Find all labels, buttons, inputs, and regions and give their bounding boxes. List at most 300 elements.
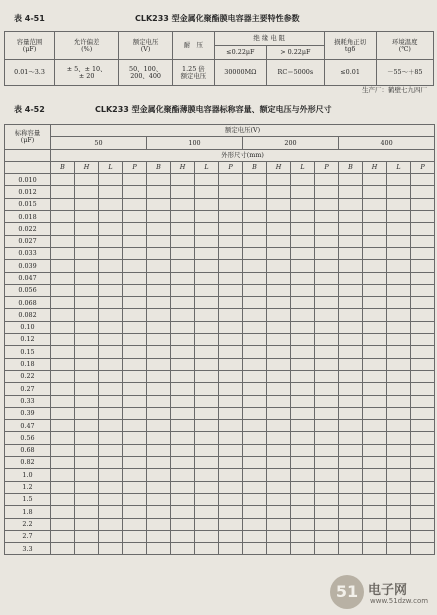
dimension-cell	[99, 297, 123, 309]
dimension-cell	[219, 395, 243, 407]
dimension-cell	[219, 432, 243, 444]
table-row	[5, 260, 435, 272]
dimension-cell	[387, 469, 411, 481]
dimension-cell	[267, 518, 291, 530]
dimension-cell	[339, 420, 363, 432]
table-row	[5, 174, 435, 186]
dimension-cell	[243, 530, 267, 542]
dimension-cell	[315, 198, 339, 210]
dimension-cell	[51, 235, 75, 247]
dimension-cell	[99, 358, 123, 370]
dimension-cell	[267, 346, 291, 358]
table-row	[5, 506, 435, 518]
dimension-cell	[315, 272, 339, 284]
dimension-cell	[387, 223, 411, 235]
dimension-cell	[195, 395, 219, 407]
dimension-cell	[339, 186, 363, 198]
table-row	[5, 530, 435, 542]
voltage-400: 400	[339, 137, 435, 149]
dimension-cell	[339, 346, 363, 358]
capacitance-cell: 2.7	[5, 530, 51, 542]
value-ambient-temperature: －55～＋85	[376, 60, 433, 86]
dimension-cell	[267, 506, 291, 518]
dimension-cell	[123, 174, 147, 186]
dimension-cell	[243, 407, 267, 419]
dimension-cell	[267, 420, 291, 432]
column-header: B	[51, 161, 75, 173]
dimension-cell	[411, 321, 435, 333]
dimension-cell	[387, 346, 411, 358]
dimension-cell	[267, 457, 291, 469]
dimension-cell	[387, 457, 411, 469]
column-header: H	[363, 161, 387, 173]
dimension-cell	[51, 284, 75, 296]
voltage-50: 50	[51, 137, 147, 149]
dimension-cell	[51, 543, 75, 555]
dimension-cell	[291, 370, 315, 382]
dimension-cell	[267, 334, 291, 346]
dimension-cell	[387, 530, 411, 542]
dimension-cell	[339, 235, 363, 247]
dimension-cell	[411, 223, 435, 235]
dimension-cell	[339, 358, 363, 370]
dimension-cell	[123, 530, 147, 542]
dimension-cell	[267, 321, 291, 333]
table-row	[5, 407, 435, 419]
dimension-cell	[411, 186, 435, 198]
dimension-cell	[387, 247, 411, 259]
header-ir-small: ≤0.22μF	[214, 46, 266, 60]
dimension-cell	[195, 211, 219, 223]
capacitance-cell: 0.33	[5, 395, 51, 407]
dimension-cell	[147, 297, 171, 309]
dimension-cell	[123, 395, 147, 407]
dimension-cell	[267, 358, 291, 370]
dimension-cell	[171, 420, 195, 432]
dimension-cell	[123, 198, 147, 210]
dimension-cell	[195, 334, 219, 346]
column-header: P	[315, 161, 339, 173]
dimension-cell	[267, 198, 291, 210]
dimension-cell	[171, 457, 195, 469]
dimension-cell	[75, 272, 99, 284]
dimension-cell	[363, 407, 387, 419]
dimension-cell	[243, 309, 267, 321]
dimension-cell	[291, 543, 315, 555]
dimension-cell	[243, 543, 267, 555]
dimension-cell	[147, 334, 171, 346]
dimension-cell	[411, 530, 435, 542]
dimension-cell	[147, 481, 171, 493]
dimensions-table	[4, 124, 435, 555]
dimension-cell	[291, 297, 315, 309]
dimension-cell	[315, 284, 339, 296]
dimension-cell	[147, 309, 171, 321]
table-row	[5, 543, 435, 555]
dimension-cell	[147, 370, 171, 382]
dimension-cell	[75, 432, 99, 444]
dimension-cell	[315, 321, 339, 333]
dimension-cell	[387, 420, 411, 432]
dimension-cell	[99, 469, 123, 481]
dimension-cell	[99, 198, 123, 210]
capacitance-cell: 0.068	[5, 297, 51, 309]
dimension-cell	[315, 506, 339, 518]
dimension-cell	[267, 407, 291, 419]
column-header: L	[99, 161, 123, 173]
dimension-cell	[411, 247, 435, 259]
voltage-200: 200	[243, 137, 339, 149]
dimension-cell	[339, 334, 363, 346]
dimension-cell	[171, 469, 195, 481]
dimension-cell	[339, 260, 363, 272]
value-ir-large: RC＝5000s	[267, 60, 325, 86]
dimension-cell	[195, 235, 219, 247]
dimension-cell	[75, 383, 99, 395]
dimension-cell	[75, 211, 99, 223]
dimension-cell	[147, 444, 171, 456]
dimension-cell	[267, 432, 291, 444]
dimension-cell	[51, 223, 75, 235]
dimension-cell	[51, 309, 75, 321]
dimension-cell	[339, 383, 363, 395]
dimension-cell	[75, 530, 99, 542]
capacitance-cell: 0.082	[5, 309, 51, 321]
dimension-cell	[51, 211, 75, 223]
dimension-cell	[147, 383, 171, 395]
dimension-cell	[99, 370, 123, 382]
dimension-cell	[195, 223, 219, 235]
dimension-cell	[387, 481, 411, 493]
dimension-cell	[243, 358, 267, 370]
dimension-cell	[411, 334, 435, 346]
column-header: L	[387, 161, 411, 173]
dimension-cell	[315, 407, 339, 419]
dimension-cell	[51, 321, 75, 333]
capacitance-cell: 0.033	[5, 247, 51, 259]
table1-title: CLK233 型金属化聚酯膜电容器主要特性参数	[135, 14, 300, 23]
dimension-cell	[219, 260, 243, 272]
dimension-cell	[291, 211, 315, 223]
dimension-cell	[219, 518, 243, 530]
dimension-cell	[339, 174, 363, 186]
dimension-cell	[315, 247, 339, 259]
table-row	[5, 321, 435, 333]
dimension-cell	[363, 334, 387, 346]
dimension-cell	[291, 321, 315, 333]
dimension-cell	[99, 395, 123, 407]
dimension-cell	[411, 272, 435, 284]
dimension-cell	[195, 309, 219, 321]
dimension-cell	[99, 272, 123, 284]
dimension-cell	[147, 420, 171, 432]
dimension-cell	[267, 186, 291, 198]
dimension-cell	[171, 506, 195, 518]
nominal-blank	[5, 161, 51, 173]
logo-name: 电子网	[368, 583, 408, 598]
capacitance-cell: 0.010	[5, 174, 51, 186]
table-row	[5, 358, 435, 370]
dimension-cell	[339, 211, 363, 223]
table-row	[5, 420, 435, 432]
dimension-cell	[123, 469, 147, 481]
dimension-cell	[339, 493, 363, 505]
dimension-cell	[171, 432, 195, 444]
dimension-cell	[99, 334, 123, 346]
dimension-cell	[171, 481, 195, 493]
dimension-cell	[363, 469, 387, 481]
dimension-cell	[195, 530, 219, 542]
dimension-cell	[219, 457, 243, 469]
capacitance-cell: 0.56	[5, 432, 51, 444]
dimension-cell	[267, 284, 291, 296]
dimension-cell	[339, 518, 363, 530]
table2-label: 表 4-52	[14, 105, 45, 114]
dimension-cell	[387, 543, 411, 555]
dimension-cell	[387, 174, 411, 186]
capacitance-cell: 1.0	[5, 469, 51, 481]
dimension-cell	[195, 358, 219, 370]
header-rated-voltage: 额定电压(V)	[51, 125, 435, 137]
column-header: H	[267, 161, 291, 173]
dimension-cell	[171, 186, 195, 198]
table-row	[5, 247, 435, 259]
dimension-cell	[51, 506, 75, 518]
dimension-cell	[243, 420, 267, 432]
dimension-cell	[243, 506, 267, 518]
dimension-cell	[219, 444, 243, 456]
dimension-cell	[99, 309, 123, 321]
table-row	[5, 395, 435, 407]
column-header: P	[411, 161, 435, 173]
column-header: B	[339, 161, 363, 173]
dimension-cell	[219, 198, 243, 210]
dimension-cell	[243, 395, 267, 407]
capacitance-cell: 0.12	[5, 334, 51, 346]
dimension-cell	[51, 186, 75, 198]
dimension-cell	[75, 284, 99, 296]
dimension-cell	[363, 506, 387, 518]
dimension-cell	[147, 432, 171, 444]
table-row	[5, 223, 435, 235]
dimension-cell	[75, 469, 99, 481]
dimension-cell	[387, 432, 411, 444]
dimension-cell	[315, 383, 339, 395]
dimension-cell	[315, 223, 339, 235]
dimension-cell	[387, 284, 411, 296]
dimension-cell	[99, 247, 123, 259]
dimension-cell	[195, 198, 219, 210]
dimension-cell	[243, 518, 267, 530]
dimension-cell	[147, 457, 171, 469]
table-row	[5, 493, 435, 505]
dimension-cell	[171, 395, 195, 407]
dimension-cell	[291, 530, 315, 542]
dimension-cell	[123, 321, 147, 333]
header-loss-tangent: 损耗角正切 tgδ	[324, 32, 376, 60]
dimension-cell	[243, 370, 267, 382]
dimension-cell	[147, 235, 171, 247]
dimension-cell	[51, 272, 75, 284]
table-row	[5, 432, 435, 444]
header-capacity-range: 容量范围 (μF)	[5, 32, 55, 60]
table-row	[5, 198, 435, 210]
dimension-cell	[219, 530, 243, 542]
dimension-cell	[219, 297, 243, 309]
dimension-cell	[291, 260, 315, 272]
dimension-cell	[363, 174, 387, 186]
dimension-cell	[75, 223, 99, 235]
dimension-cell	[147, 247, 171, 259]
column-header: B	[147, 161, 171, 173]
dimension-cell	[339, 530, 363, 542]
dimension-cell	[339, 395, 363, 407]
header-nominal-capacitance: 标称容量 (μF)	[5, 125, 51, 150]
dimension-cell	[147, 186, 171, 198]
dimension-cell	[51, 334, 75, 346]
dimension-cell	[243, 334, 267, 346]
value-ir-small: 30000MΩ	[214, 60, 266, 86]
dimension-cell	[51, 481, 75, 493]
dimension-cell	[243, 198, 267, 210]
dimension-cell	[315, 493, 339, 505]
dimension-cell	[243, 223, 267, 235]
table-row	[5, 334, 435, 346]
dimension-cell	[387, 321, 411, 333]
dimension-cell	[411, 260, 435, 272]
dimension-cell	[123, 358, 147, 370]
dimension-cell	[315, 457, 339, 469]
dimension-cell	[291, 358, 315, 370]
column-header: P	[219, 161, 243, 173]
dimension-cell	[411, 543, 435, 555]
dimension-cell	[267, 211, 291, 223]
table-row	[5, 444, 435, 456]
dimension-cell	[291, 420, 315, 432]
dimension-cell	[75, 235, 99, 247]
dimension-cell	[291, 506, 315, 518]
dimension-cell	[123, 334, 147, 346]
dimension-cell	[123, 543, 147, 555]
dimension-cell	[291, 346, 315, 358]
dimension-cell	[99, 518, 123, 530]
dimension-cell	[411, 297, 435, 309]
dimension-cell	[339, 469, 363, 481]
dimension-cell	[363, 370, 387, 382]
dimension-cell	[51, 518, 75, 530]
header-dimensions: 外形尺寸(mm)	[51, 149, 435, 161]
dimension-cell	[99, 543, 123, 555]
dimension-cell	[171, 272, 195, 284]
dimension-cell	[339, 284, 363, 296]
dimension-cell	[51, 260, 75, 272]
capacitance-cell: 0.018	[5, 211, 51, 223]
logo-icon: 51	[330, 575, 364, 609]
dimension-cell	[267, 383, 291, 395]
dimension-cell	[363, 530, 387, 542]
dimension-cell	[123, 309, 147, 321]
dimension-cell	[195, 518, 219, 530]
dimension-cell	[243, 469, 267, 481]
dimension-cell	[339, 457, 363, 469]
capacitance-cell: 0.18	[5, 358, 51, 370]
dimension-cell	[219, 186, 243, 198]
dimension-cell	[123, 235, 147, 247]
dimension-cell	[75, 346, 99, 358]
dimension-cell	[411, 346, 435, 358]
column-header: B	[243, 161, 267, 173]
dimension-cell	[219, 334, 243, 346]
dimension-cell	[267, 469, 291, 481]
dimension-cell	[411, 469, 435, 481]
dimension-cell	[267, 444, 291, 456]
dimension-cell	[99, 223, 123, 235]
dimension-cell	[147, 395, 171, 407]
dimension-cell	[363, 543, 387, 555]
dimension-cell	[339, 297, 363, 309]
dimension-cell	[411, 444, 435, 456]
dimension-cell	[411, 518, 435, 530]
dimension-cell	[291, 223, 315, 235]
dimension-cell	[147, 198, 171, 210]
dimension-cell	[195, 420, 219, 432]
dimension-cell	[195, 297, 219, 309]
dimension-cell	[363, 198, 387, 210]
dimension-cell	[219, 383, 243, 395]
nominal-blank	[5, 149, 51, 161]
dimension-cell	[51, 395, 75, 407]
dimension-cell	[123, 223, 147, 235]
dimension-cell	[243, 493, 267, 505]
dimension-cell	[75, 247, 99, 259]
dimension-cell	[99, 284, 123, 296]
dimension-cell	[387, 395, 411, 407]
dimension-cell	[51, 297, 75, 309]
value-withstand-voltage: 1.25 倍 额定电压	[172, 60, 214, 86]
dimension-cell	[315, 444, 339, 456]
dimension-cell	[171, 493, 195, 505]
dimension-cell	[339, 247, 363, 259]
dimension-cell	[75, 543, 99, 555]
dimension-cell	[315, 358, 339, 370]
dimension-cell	[219, 247, 243, 259]
dimension-cell	[123, 420, 147, 432]
dimension-cell	[339, 198, 363, 210]
dimension-cell	[387, 506, 411, 518]
dimension-cell	[147, 174, 171, 186]
dimension-cell	[51, 493, 75, 505]
dimension-cell	[411, 198, 435, 210]
dimension-cell	[147, 506, 171, 518]
table-row	[5, 518, 435, 530]
dimension-cell	[363, 309, 387, 321]
dimension-cell	[291, 186, 315, 198]
dimension-cell	[123, 506, 147, 518]
dimension-cell	[147, 272, 171, 284]
dimension-header-row	[5, 161, 435, 173]
capacitance-cell: 0.39	[5, 407, 51, 419]
dimension-cell	[219, 481, 243, 493]
dimension-cell	[267, 493, 291, 505]
column-header: L	[195, 161, 219, 173]
dimension-cell	[219, 211, 243, 223]
dimension-cell	[99, 211, 123, 223]
dimension-cell	[147, 260, 171, 272]
dimension-cell	[243, 481, 267, 493]
dimension-cell	[339, 444, 363, 456]
dimension-cell	[315, 469, 339, 481]
dimension-cell	[411, 174, 435, 186]
